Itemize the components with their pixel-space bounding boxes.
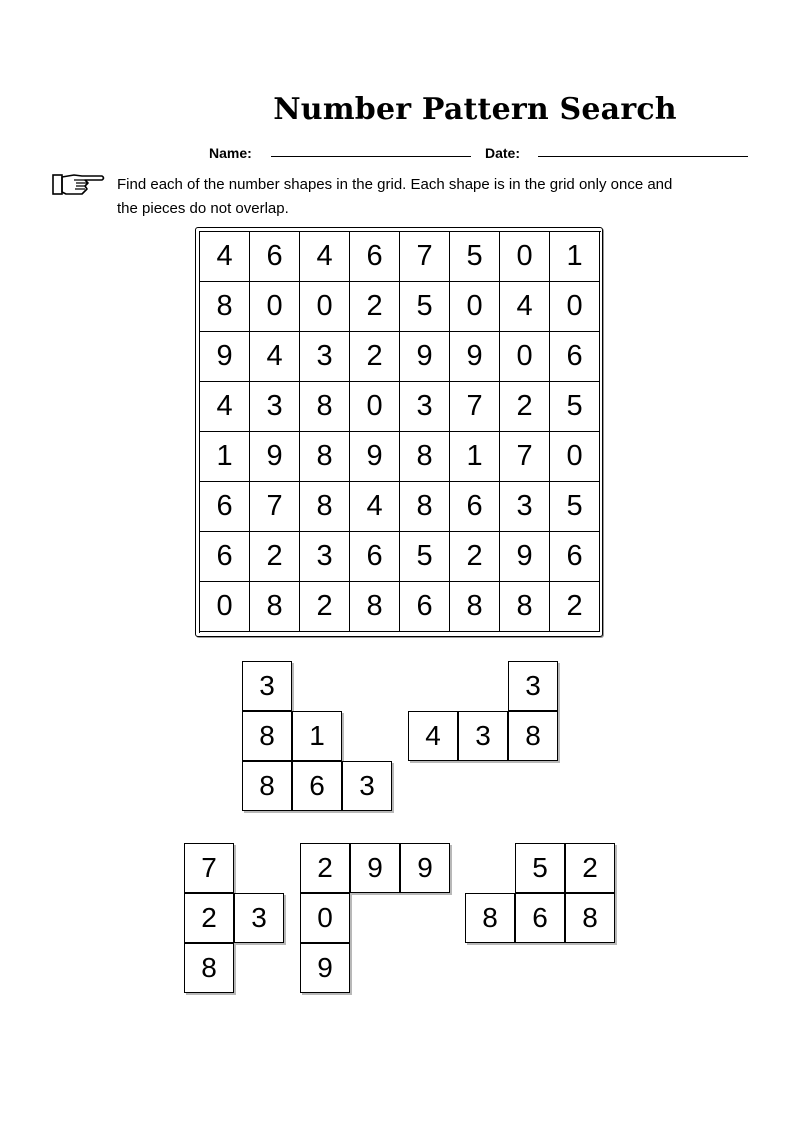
grid-cell: 1: [450, 432, 500, 482]
grid-cell: 3: [400, 382, 450, 432]
number-grid: [199, 231, 601, 633]
piece-cell: 7: [184, 843, 234, 893]
page-title: Number Pattern Search: [273, 92, 677, 127]
grid-cell: 0: [350, 382, 400, 432]
grid-cell: 0: [500, 232, 550, 282]
piece-cell: 2: [184, 893, 234, 943]
grid-cell: 0: [250, 282, 300, 332]
grid-cell: 7: [500, 432, 550, 482]
pointing-hand-icon: [52, 170, 106, 198]
grid-cell: 9: [500, 532, 550, 582]
grid-cell: 1: [200, 432, 250, 482]
grid-cell: 3: [500, 482, 550, 532]
piece-cell: 3: [242, 661, 292, 711]
piece-cell: 8: [242, 761, 292, 811]
grid-cell: 8: [200, 282, 250, 332]
grid-cell: 7: [250, 482, 300, 532]
piece-cell: 3: [508, 661, 558, 711]
piece-cell: 9: [400, 843, 450, 893]
grid-cell: 6: [400, 582, 450, 632]
piece-cell: 6: [515, 893, 565, 943]
piece-cell: 9: [350, 843, 400, 893]
piece-cell: 3: [458, 711, 508, 761]
piece-cell: 3: [342, 761, 392, 811]
grid-cell: 7: [450, 382, 500, 432]
instructions: [117, 173, 767, 221]
grid-cell: 6: [350, 232, 400, 282]
piece-cell: 4: [408, 711, 458, 761]
grid-cell: 0: [300, 282, 350, 332]
grid-cell: 8: [400, 432, 450, 482]
piece-cell: 1: [292, 711, 342, 761]
piece-cell: 8: [565, 893, 615, 943]
grid-cell: 5: [400, 532, 450, 582]
grid-cell: 2: [450, 532, 500, 582]
grid-cell: 0: [550, 432, 600, 482]
instructions-line-1: Find each of the number shapes in the grid. Each shape is in the grid only once and: [117, 176, 673, 193]
grid-cell: 2: [500, 382, 550, 432]
grid-cell: 9: [450, 332, 500, 382]
grid-cell: 1: [550, 232, 600, 282]
grid-cell: 7: [400, 232, 450, 282]
piece-cell: 8: [242, 711, 292, 761]
name-label: Name:: [209, 145, 252, 161]
grid-cell: 3: [300, 532, 350, 582]
piece-cell: 2: [300, 843, 350, 893]
grid-cell: 5: [550, 482, 600, 532]
date-label: Date:: [485, 145, 521, 161]
grid-cell: 4: [250, 332, 300, 382]
grid-cell: 3: [300, 332, 350, 382]
grid-cell: 8: [500, 582, 550, 632]
piece-cell: 6: [292, 761, 342, 811]
piece-cell: 3: [234, 893, 284, 943]
instructions-line-2: the pieces do not overlap.: [117, 200, 289, 217]
grid-cell: 4: [200, 382, 250, 432]
grid-cell: 8: [250, 582, 300, 632]
grid-cell: 6: [550, 532, 600, 582]
grid-cell: 5: [450, 232, 500, 282]
grid-cell: 6: [200, 482, 250, 532]
grid-cell: 0: [200, 582, 250, 632]
piece-cell: 8: [184, 943, 234, 993]
grid-cell: 0: [500, 332, 550, 382]
grid-cell: 2: [350, 282, 400, 332]
grid-cell: 9: [400, 332, 450, 382]
date-field-line[interactable]: [538, 156, 748, 157]
grid-cell: 9: [250, 432, 300, 482]
grid-cell: 6: [250, 232, 300, 282]
grid-cell: 8: [400, 482, 450, 532]
grid-cell: 6: [350, 532, 400, 582]
piece-cell: 5: [515, 843, 565, 893]
grid-cell: 0: [450, 282, 500, 332]
grid-cell: 5: [550, 382, 600, 432]
piece-cell: 8: [508, 711, 558, 761]
grid-cell: 8: [300, 432, 350, 482]
grid-cell: 8: [450, 582, 500, 632]
piece-cell: 2: [565, 843, 615, 893]
grid-cell: 5: [400, 282, 450, 332]
grid-cell: 6: [550, 332, 600, 382]
grid-cell: 4: [300, 232, 350, 282]
grid-cell: 2: [350, 332, 400, 382]
grid-cell: 4: [500, 282, 550, 332]
grid-cell: 8: [300, 482, 350, 532]
grid-cell: 9: [350, 432, 400, 482]
grid-cell: 9: [200, 332, 250, 382]
grid-cell: 4: [200, 232, 250, 282]
name-field-line[interactable]: [271, 156, 471, 157]
piece-cell: 0: [300, 893, 350, 943]
piece-cell: 9: [300, 943, 350, 993]
grid-cell: 2: [250, 532, 300, 582]
grid-cell: 8: [300, 382, 350, 432]
grid-cell: 8: [350, 582, 400, 632]
grid-cell: 2: [300, 582, 350, 632]
grid-cell: 6: [200, 532, 250, 582]
piece-cell: 8: [465, 893, 515, 943]
grid-cell: 0: [550, 282, 600, 332]
grid-cell: 6: [450, 482, 500, 532]
grid-cell: 3: [250, 382, 300, 432]
grid-cell: 4: [350, 482, 400, 532]
grid-cell: 2: [550, 582, 600, 632]
